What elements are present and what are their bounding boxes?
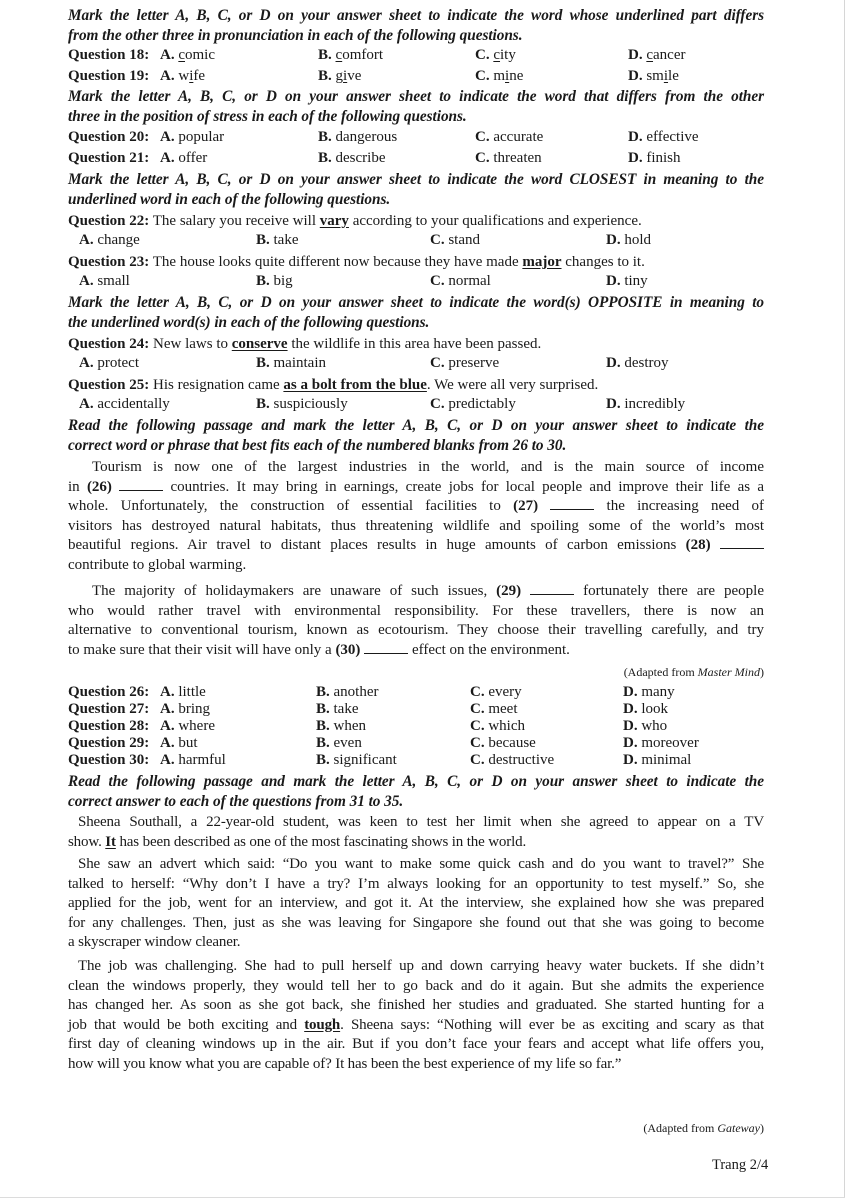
option-a[interactable]: A. offer xyxy=(160,150,208,166)
underlined-word: vary xyxy=(319,213,349,229)
option-a[interactable]: A. harmful xyxy=(160,752,226,768)
question-22-stem: Question 22: The salary you receive will vary according to your qualifications and experience. xyxy=(68,213,642,229)
question-label: Question 19: xyxy=(68,68,150,84)
option-c[interactable]: C. destructive xyxy=(470,752,555,768)
question-23-options xyxy=(68,272,764,291)
option-a[interactable]: A. bring xyxy=(160,701,211,717)
instruction-closest-line2: underlined word in each of the following questions. xyxy=(68,191,391,208)
instruction-cloze-line2: correct word or phrase that best fits each of the numbered blanks from 26 to 30. xyxy=(68,437,567,454)
question-19 xyxy=(68,67,764,86)
blank-26 xyxy=(119,478,163,491)
option-d[interactable]: D. effective xyxy=(628,129,699,145)
option-d[interactable]: D. tiny xyxy=(606,273,648,289)
option-c[interactable]: C. city xyxy=(475,47,516,63)
option-d[interactable]: D. who xyxy=(623,718,668,734)
reading-passage-paragraph-2: She saw an advert which said: “Do you want to make some quick cash and do you want to travel?” She talked to herself: “Why don’t I have a try? I’m always looking for an opportunity to test myself.” So, she applied for the job, went for an interview, and got it. At the interview, she explained how she was prepared for any challenges. Then, just as she was leaving for Singapore she found out that she was going to become a skyscraper window cleaner. xyxy=(68,856,764,951)
option-b[interactable]: B. take xyxy=(256,232,299,248)
instruction-cloze-line1: Read the following passage and mark the letter A, B, C, or D on your answer sheet to indicate the xyxy=(68,417,764,434)
question-label: Question 18: xyxy=(68,47,150,63)
option-b[interactable]: B. significant xyxy=(316,752,397,768)
option-c[interactable]: C. predictably xyxy=(430,396,516,412)
question-29: Question 29: A. but B. even C. because D. moreover xyxy=(68,735,699,751)
option-a[interactable]: A. wife xyxy=(160,68,206,84)
underlined-word: It xyxy=(105,833,116,850)
page-number: Trang 2/4 xyxy=(712,1157,769,1173)
option-d[interactable]: D. cancer xyxy=(628,47,686,63)
cloze-passage-paragraph-2: The majority of holidaymakers are unaware of such issues, (29) fortunately there are people who would rather travel with environmental responsibility. For these travellers, there is now an alternative to conventional tourism, known as ecotourism. They choose their travelling carefully, and try to make sure that their visit will have only a (30) effect on the environment. xyxy=(68,583,764,658)
option-b[interactable]: B. describe xyxy=(318,150,386,166)
question-24-stem: Question 24: New laws to conserve the wildlife in this area have been passed. xyxy=(68,336,542,352)
option-a[interactable]: A. popular xyxy=(160,129,225,145)
instruction-closest-line1: Mark the letter A, B, C, or D on your answer sheet to indicate the word CLOSEST in meaning to the xyxy=(68,171,764,188)
option-b[interactable]: B. even xyxy=(316,735,362,751)
option-b[interactable]: B. dangerous xyxy=(318,129,398,145)
instruction-pronunciation-line2: from the other three in pronunciation in each of the following questions. xyxy=(68,27,523,44)
question-24-options xyxy=(68,354,764,373)
question-25-stem: Question 25: His resignation came as a bolt from the blue. We were all very surprised. xyxy=(68,377,599,393)
question-28: Question 28: A. where B. when C. which D. who xyxy=(68,718,668,734)
question-20 xyxy=(68,128,764,147)
option-a[interactable]: A. comic xyxy=(160,47,216,63)
underlined-word: major xyxy=(522,254,562,270)
instruction-reading-line2: correct answer to each of the questions from 31 to 35. xyxy=(68,793,404,810)
underlined-phrase: as a bolt from the blue xyxy=(283,377,427,393)
underlined-word: conserve xyxy=(231,336,288,352)
option-c[interactable]: C. preserve xyxy=(430,355,500,371)
option-b[interactable]: B. comfort xyxy=(318,47,384,63)
option-d[interactable]: D. hold xyxy=(606,232,652,248)
option-d[interactable]: D. moreover xyxy=(623,735,699,751)
blank-28 xyxy=(720,536,764,549)
option-c[interactable]: C. accurate xyxy=(475,129,544,145)
page-edge-right xyxy=(844,0,845,1198)
question-27: Question 27: A. bring B. take C. meet D. look xyxy=(68,701,669,717)
option-b[interactable]: B. maintain xyxy=(256,355,327,371)
option-d[interactable]: D. finish xyxy=(628,150,681,166)
option-d[interactable]: D. many xyxy=(623,684,675,700)
question-25-options xyxy=(68,395,764,414)
instruction-opposite-line2: the underlined word(s) in each of the following questions. xyxy=(68,314,430,331)
option-b[interactable]: B. give xyxy=(318,68,362,84)
option-a[interactable]: A. protect xyxy=(79,355,139,371)
option-a[interactable]: A. where xyxy=(160,718,215,734)
question-22-options xyxy=(68,231,764,250)
question-23-stem: Question 23: The house looks quite different now because they have made major changes to it. xyxy=(68,254,645,270)
source-citation-master-mind: (Adapted from Master Mind) xyxy=(623,665,764,679)
option-b[interactable]: B. take xyxy=(316,701,359,717)
cloze-passage-paragraph-1: Tourism is now one of the largest industries in the world, and is the main source of income in (26) countries. It may bring in earnings, create jobs for local people and improve their life as a whole. Unfortunately, the construction of essential facilities to (27) the increasing need of visitors has destroyed natural habitats, thus threatening wildlife and spoiling some of the world’s most beautiful regions. Air travel to distant places results in huge amounts of carbon emissions (28) contribute to global warming. xyxy=(68,459,765,573)
option-c[interactable]: C. threaten xyxy=(475,150,542,166)
option-c[interactable]: C. which xyxy=(470,718,526,734)
instruction-pronunciation-line1: Mark the letter A, B, C, or D on your answer sheet to indicate the word whose underlined part differs xyxy=(68,7,764,24)
instruction-stress-line2: three in the position of stress in each of the following questions. xyxy=(68,108,467,125)
option-a[interactable]: A. change xyxy=(79,232,140,248)
blank-29 xyxy=(530,582,574,595)
question-label: Question 21: xyxy=(68,150,150,166)
question-21 xyxy=(68,149,764,168)
option-d[interactable]: D. smile xyxy=(628,68,679,84)
option-b[interactable]: B. when xyxy=(316,718,367,734)
option-c[interactable]: C. stand xyxy=(430,232,481,248)
option-b[interactable]: B. suspiciously xyxy=(256,396,348,412)
underlined-word: tough xyxy=(304,1016,341,1033)
blank-27 xyxy=(550,497,594,510)
reading-passage-paragraph-3: The job was challenging. She had to pull herself up and down carrying heavy water buckets. If she didn’t clean the windows properly, they would tell her to go back and do it again. But she admits the experience has changed her. As soon as she got back, she finished her studies and graduated. She started hunting for a job that would be both exciting and tough. Sheena says: “Nothing will ever be as exciting and scary as that first day of cleaning windows up in the air. But if you don’t face your fears and accept what life offers you, how will you know what you are capable of? It has been the best experience of my life so far.” xyxy=(68,958,765,1072)
instruction-reading-line1: Read the following passage and mark the letter A, B, C, or D on your answer sheet to indicate the xyxy=(68,773,764,790)
question-18 xyxy=(68,46,764,65)
option-c[interactable]: C. normal xyxy=(430,273,491,289)
source-citation-gateway: (Adapted from Gateway) xyxy=(643,1121,764,1135)
instruction-stress-line1: Mark the letter A, B, C, or D on your answer sheet to indicate the word that differs from the other xyxy=(68,88,764,105)
option-c[interactable]: C. meet xyxy=(470,701,518,717)
option-a[interactable]: A. but xyxy=(160,735,198,751)
question-label: Question 20: xyxy=(68,129,150,145)
question-26: Question 26: A. little B. another C. every D. many xyxy=(68,684,675,700)
option-c[interactable]: C. every xyxy=(470,684,522,700)
page-edge-bottom xyxy=(0,1197,845,1198)
option-d[interactable]: D. destroy xyxy=(606,355,669,371)
option-d[interactable]: D. minimal xyxy=(623,752,692,768)
instruction-opposite-line1: Mark the letter A, B, C, or D on your answer sheet to indicate the word(s) OPPOSITE in meaning to xyxy=(68,294,764,311)
blank-30 xyxy=(364,641,408,654)
option-a[interactable]: A. accidentally xyxy=(79,396,170,412)
option-b[interactable]: B. another xyxy=(316,684,379,700)
reading-passage-paragraph-1: Sheena Southall, a 22-year-old student, was keen to test her limit when she agreed to appear on a TV show. It has been described as one of the most fascinating shows in the world. xyxy=(68,814,764,850)
question-30: Question 30: A. harmful B. significant C. destructive D. minimal xyxy=(68,752,692,768)
option-a[interactable]: A. small xyxy=(79,273,130,289)
option-d[interactable]: D. look xyxy=(623,701,669,717)
option-c[interactable]: C. mine xyxy=(475,68,524,84)
option-d[interactable]: D. incredibly xyxy=(606,396,686,412)
option-a[interactable]: A. little xyxy=(160,684,206,700)
option-c[interactable]: C. because xyxy=(470,735,536,751)
option-b[interactable]: B. big xyxy=(256,273,293,289)
